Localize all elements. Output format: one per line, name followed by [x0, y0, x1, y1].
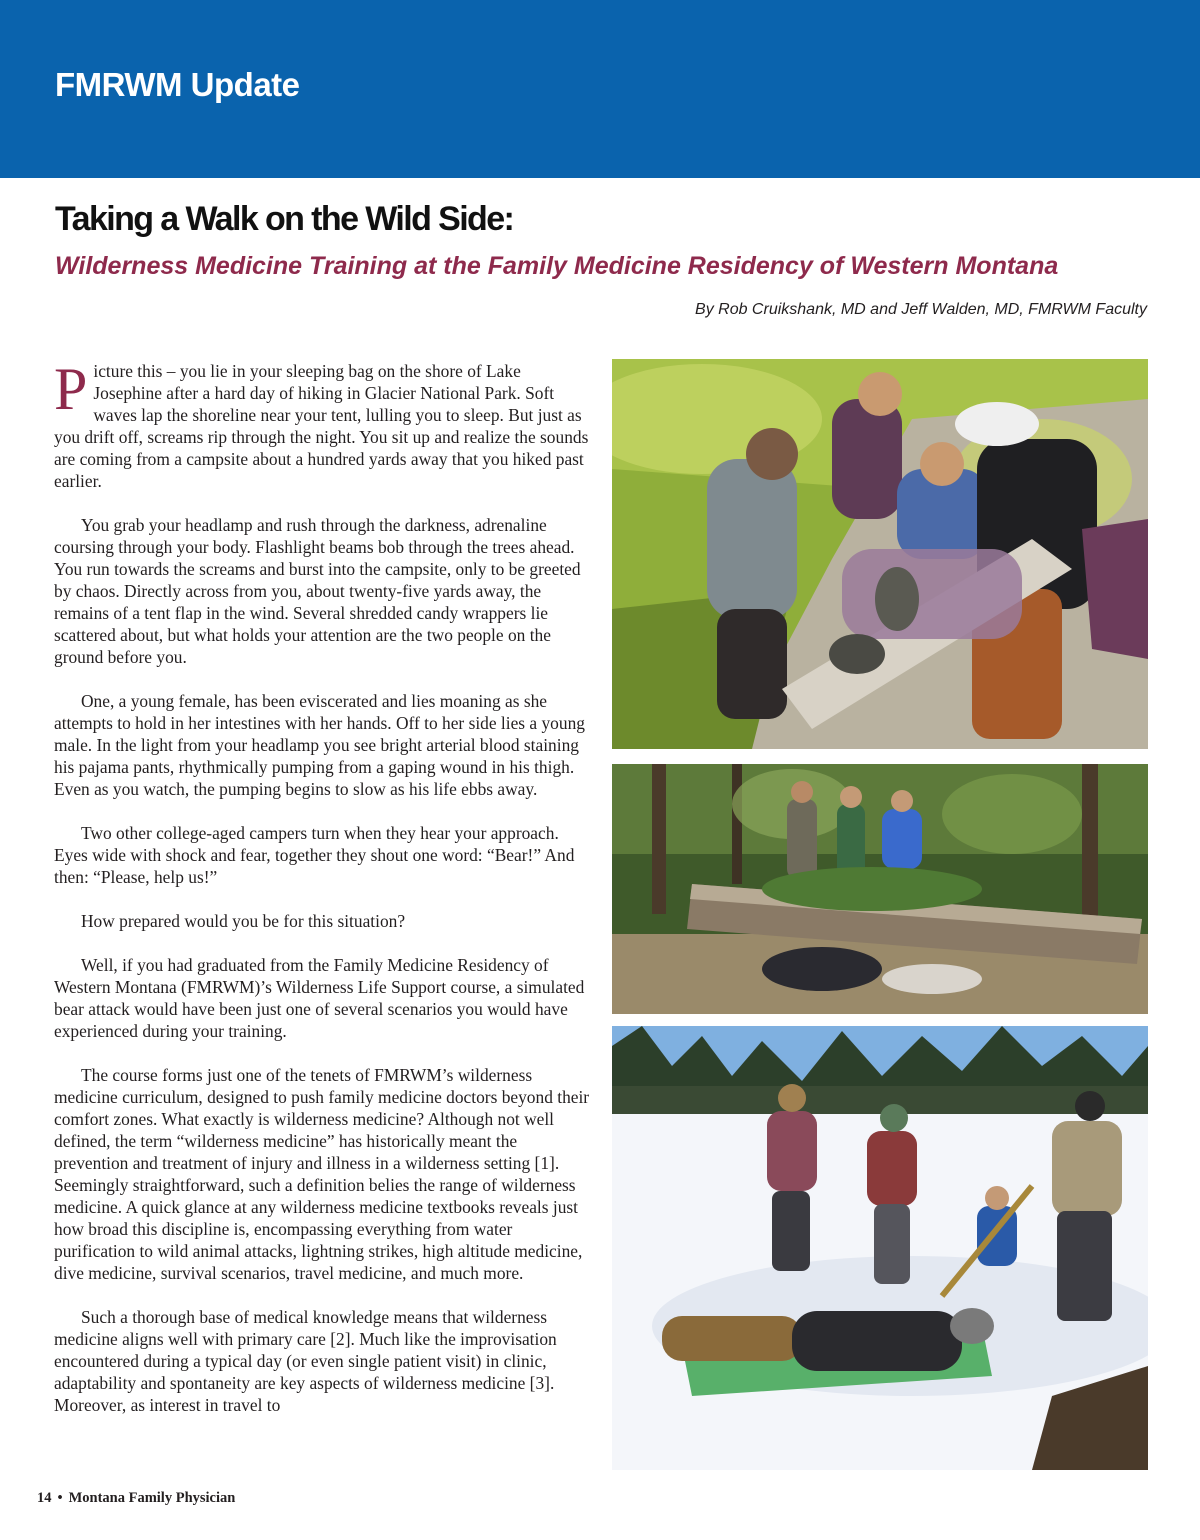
drop-cap: P: [54, 360, 88, 422]
article-paragraph-1: [54, 360, 590, 492]
section-banner: [0, 0, 1200, 178]
publication-name: Montana Family Physician: [68, 1490, 236, 1506]
article-paragraph-3: One, a young female, has been eviscerated and lies moaning as she attempts to hold in her intestines with her hands. Off to her side lies a young male. In the light from your headlamp you see bright arterial blood staining his pajama pants, rhythmically pumping from a gaping wound in his thigh. Even as you watch, the pumping begins to slow as his life ebbs away.: [54, 691, 585, 799]
footer-separator: •: [57, 1490, 63, 1506]
snow-scenario-illustration: [612, 1026, 1148, 1470]
article-paragraph-5: How prepared would you be for this situation?: [81, 911, 406, 931]
forest-scenario-illustration: [612, 764, 1148, 1014]
photo-forest-scenario: [612, 764, 1148, 1014]
article-subtitle: Wilderness Medicine Training at the Family Medicine Residency of Western Montana: [55, 252, 1059, 280]
photo-snow-scenario: [612, 1026, 1148, 1470]
article-paragraph-2: You grab your headlamp and rush through the darkness, adrenaline coursing through your body. Flashlight beams bob through the trees ahead. You run towards the screams and burst into the campsite, only to be greeted by chaos. Directly across from you, about twenty-five yards away, the remains of a tent flap in the wind. Several shredded candy wrappers lie scattered about, but what holds your attention are the two people on the ground before you.: [54, 515, 581, 667]
section-title: FMRWM Update: [55, 66, 300, 103]
photo-trail-carry: [612, 359, 1148, 749]
paragraph-1-text: icture this – you lie in your sleeping bag on the shore of Lake Josephine after a hard day of hiking in Glacier National Park. Soft waves lap the shoreline near your tent, lulling you to sleep. But just as you drift off, screams rip through the night. You sit up and realize the sounds are coming from a campsite about a hundred yards away that you hiked past earlier.: [54, 361, 589, 491]
article-title: Taking a Walk on the Wild Side:: [55, 200, 514, 238]
page-footer: [37, 1490, 235, 1507]
article-body: [54, 360, 590, 1468]
article-paragraph-4: Two other college-aged campers turn when they hear your approach. Eyes wide with shock and fear, together they shout one word: “Bear!” And then: “Please, help us!”: [54, 823, 575, 887]
article-byline: By Rob Cruikshank, MD and Jeff Walden, MD, FMRWM Faculty: [695, 301, 1147, 318]
article-paragraph-8: Such a thorough base of medical knowledge means that wilderness medicine aligns well with primary care [2]. Much like the improvisation encountered during a typical day (or even single patient visit) in clinic, adaptability and spontaneity are key aspects of wilderness medicine [3]. Moreover, as interest in travel to: [54, 1307, 557, 1415]
page-number: 14: [37, 1490, 52, 1506]
trail-carry-illustration: [612, 359, 1148, 749]
article-paragraph-6: Well, if you had graduated from the Family Medicine Residency of Western Montana (FMRWM)’s Wilderness Life Support course, a simulated bear attack would have been just one of several scenarios you would have experienced during your training.: [54, 955, 585, 1041]
article-paragraph-7: The course forms just one of the tenets of FMRWM’s wilderness medicine curriculum, designed to push family medicine doctors beyond their comfort zones. What exactly is wilderness medicine? Although not well defined, the term “wilderness medicine” has historically meant the prevention and treatment of injury and illness in a wilderness setting [1]. Seemingly straightforward, such a definition belies the range of wilderness medicine. A quick glance at any wilderness medicine textbooks reveals just how broad this discipline is, encompassing everything from water purification to wild animal attacks, lightning strikes, high altitude medicine, dive medicine, survival scenarios, travel medicine, and much more.: [54, 1065, 590, 1283]
